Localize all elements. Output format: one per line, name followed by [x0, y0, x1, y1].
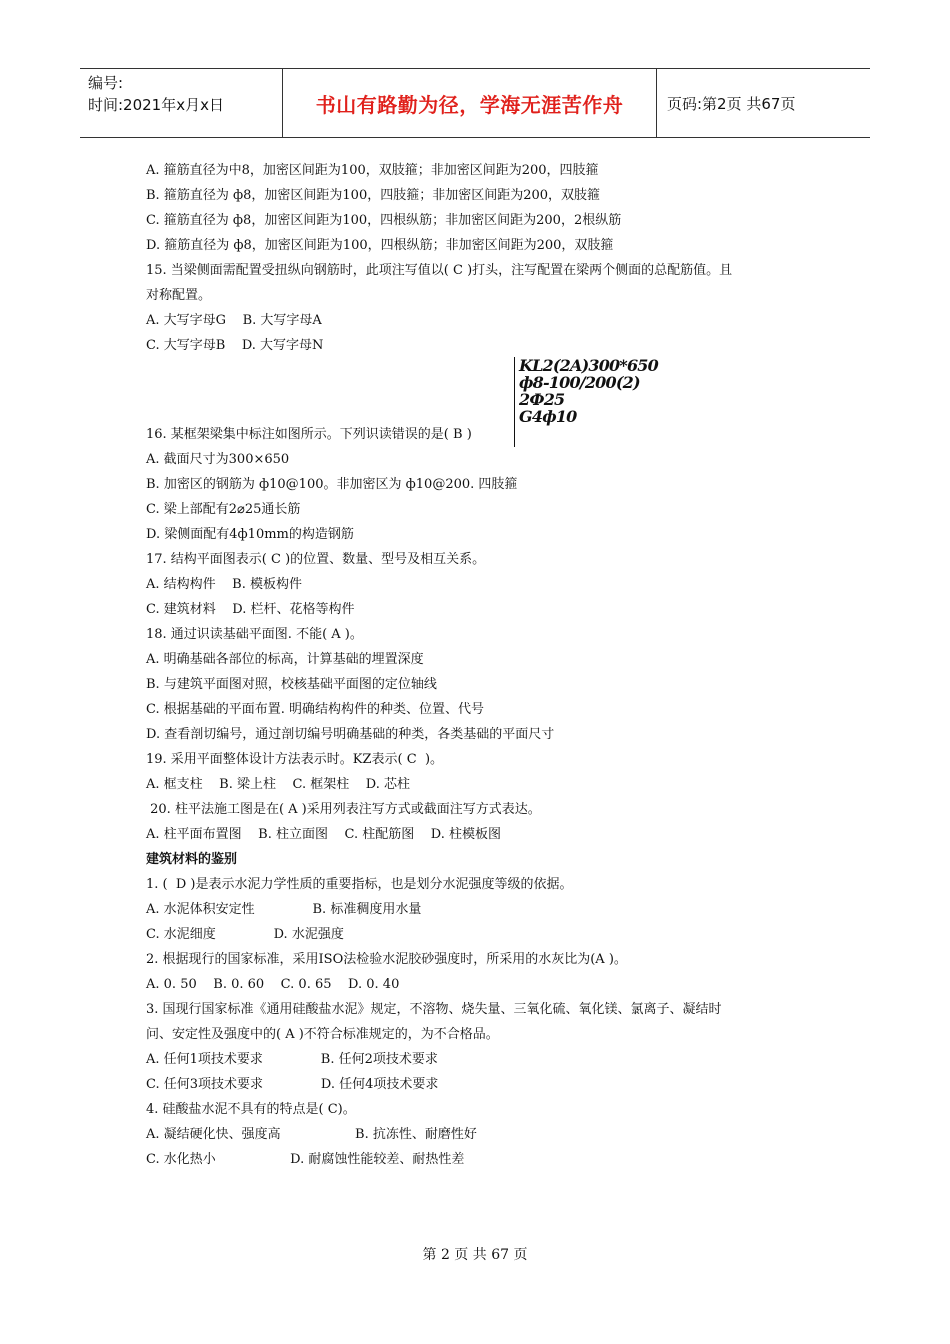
text-line: C. 根据基础的平面布置. 明确结构构件的种类、位置、代号 [146, 702, 485, 717]
text-line: A. 箍筋直径为中8，加密区间距为100，双肢箍；非加密区间距为200，四肢箍 [146, 163, 599, 178]
text-line: A. 大写字母G B. 大写字母A [146, 313, 322, 328]
document-body [146, 158, 826, 1172]
text-line: 17. 结构平面图表示( C )的位置、数量、型号及相互关系。 [146, 552, 486, 567]
text-line: A. 水泥体积安定性 B. 标准稠度用水量 [146, 902, 422, 917]
text-line: C. 梁上部配有2⌀25通长筋 [146, 502, 301, 517]
text-line: A. 柱平面布置图 B. 柱立面图 C. 柱配筋图 D. 柱模板图 [146, 827, 502, 842]
question-16-text: 16. 某框架梁集中标注如图所示。下列识读错误的是( B ) [146, 427, 472, 442]
figure-text-line: 2Ф25 [519, 390, 565, 409]
text-line: A. 截面尺寸为300×650 [146, 452, 290, 467]
text-line: 3. 国现行国家标准《通用硅酸盐水泥》规定，不溶物、烧失量、三氧化硫、氧化镁、氯离子、凝结时 [146, 1002, 722, 1017]
header-page-info: 页码:第2页 共67页 [667, 94, 796, 113]
text-line: B. 箍筋直径为 ф8，加密区间距为100，四肢箍；非加密区间距为200，双肢箍 [146, 188, 601, 203]
figure-text-line: ф8-100/200(2) [519, 373, 640, 392]
text-line: 问、安定性及强度中的( A )不符合标准规定的，为不合格品。 [146, 1027, 499, 1042]
text-line: 1. ( D )是表示水泥力学性质的重要指标，也是划分水泥强度等级的依据。 [146, 877, 573, 892]
question-block-14-15 [146, 158, 826, 358]
text-line: B. 加密区的钢筋为 ф10@100。非加密区为 ф10@200. 四肢箍 [146, 477, 518, 492]
text-line: A. 0. 50 B. 0. 60 C. 0. 65 D. 0. 40 [146, 977, 400, 992]
header-meta [80, 69, 282, 137]
text-line: C. 大写字母B D. 大写字母N [146, 338, 324, 353]
question-block-16-20 [146, 447, 826, 847]
text-line: 18. 通过识读基础平面图. 不能( A )。 [146, 627, 363, 642]
text-line: D. 箍筋直径为 ф8，加密区间距为100，四根纵筋；非加密区间距为200，双肢箍 [146, 238, 614, 253]
text-line: A. 任何1项技术要求 B. 任何2项技术要求 [146, 1052, 438, 1067]
text-line: 15. 当梁侧面需配置受扭纵向钢筋时，此项注写值以( C )打头，注写配置在梁两个侧面的总配筋值。且 [146, 263, 733, 278]
header-motto: 书山有路勤为径，学海无涯苦作舟 [282, 69, 657, 137]
text-line: 19. 采用平面整体设计方法表示时。KZ表示( C )。 [146, 752, 444, 767]
text-line: C. 水化热小 D. 耐腐蚀性能较差、耐热性差 [146, 1152, 465, 1167]
text-line: 对称配置。 [146, 288, 212, 303]
text-line: C. 箍筋直径为 ф8，加密区间距为100，四根纵筋；非加密区间距为200，2根纵筋 [146, 213, 622, 228]
text-line: 2. 根据现行的国家标准，采用ISO法检验水泥胶砂强度时，所采用的水灰比为(A )。 [146, 952, 627, 967]
text-line: A. 凝结硬化快、强度高 B. 抗冻性、耐磨性好 [146, 1127, 477, 1142]
figure-spacer [146, 358, 826, 422]
section-title: 建筑材料的鉴别 [146, 852, 238, 867]
page-footer: 第 2 页 共 67 页 [422, 1247, 528, 1263]
number-label: 编号: [88, 74, 124, 92]
text-line: 4. 硅酸盐水泥不具有的特点是( C)。 [146, 1102, 356, 1117]
time-label: 时间:2021年x月x日 [88, 96, 224, 114]
text-line: 20. 柱平法施工图是在( A )采用列表注写方式或截面注写方式表达。 [146, 802, 541, 817]
text-line: D. 查看剖切编号，通过剖切编号明确基础的种类，各类基础的平面尺寸 [146, 727, 555, 742]
beam-annotation-figure [514, 357, 669, 447]
text-line: C. 水泥细度 D. 水泥强度 [146, 927, 344, 942]
text-line: C. 任何3项技术要求 D. 任何4项技术要求 [146, 1077, 439, 1092]
text-line: C. 建筑材料 D. 栏杆、花格等构件 [146, 602, 355, 617]
figure-text-line: KL2(2A)300*650 [519, 356, 658, 375]
question-block-materials [146, 872, 826, 1172]
text-line: B. 与建筑平面图对照，校核基础平面图的定位轴线 [146, 677, 437, 692]
text-line: D. 梁侧面配有4ф10mm的构造钢筋 [146, 527, 354, 542]
question-16 [146, 356, 826, 447]
text-line: A. 结构构件 B. 模板构件 [146, 577, 303, 592]
text-line: A. 框支柱 B. 梁上柱 C. 框架柱 D. 芯柱 [146, 777, 411, 792]
text-line: A. 明确基础各部位的标高，计算基础的埋置深度 [146, 652, 424, 667]
figure-text-line: G4ф10 [519, 407, 577, 426]
page-header [80, 68, 870, 138]
